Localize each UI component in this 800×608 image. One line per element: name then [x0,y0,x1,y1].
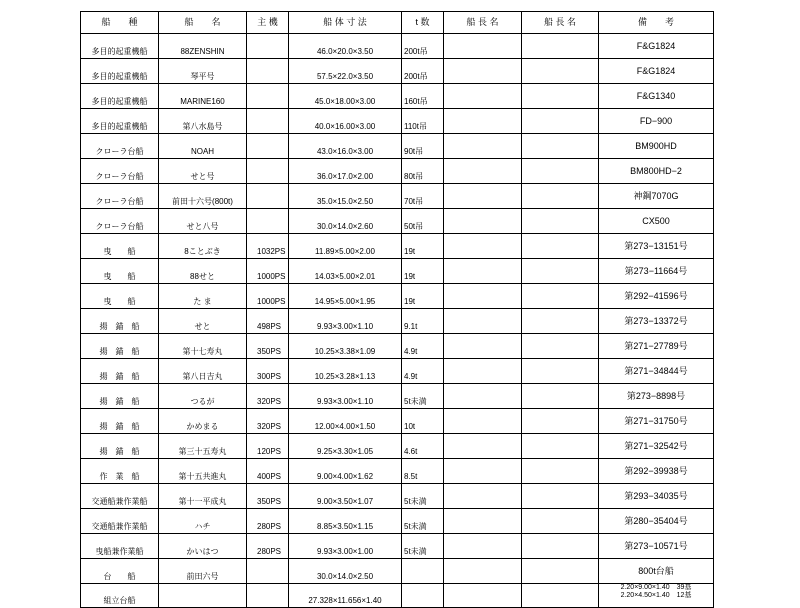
table-row [81,259,714,284]
cell-size: 43.0×16.0×3.00 [289,134,402,159]
cell-captain-1 [444,359,522,384]
cell-remark: 神鋼7070G [599,184,714,209]
cell-name: 第十七寿丸 [159,334,247,359]
table-row [81,284,714,309]
header-name: 船 名 [159,12,247,34]
cell-remark: 第280−35404号 [599,509,714,534]
cell-remark: F&G1824 [599,34,714,59]
cell-tons: 10t [402,409,444,434]
cell-captain-2 [522,484,599,509]
cell-size: 9.93×3.00×1.10 [289,309,402,334]
cell-remark: 第271−31750号 [599,409,714,434]
table-row [81,109,714,134]
cell-type: 曳 船 [81,234,159,259]
cell-tons: 90t吊 [402,134,444,159]
cell-captain-1 [444,484,522,509]
cell-captain-2 [522,434,599,459]
cell-remark: 第271−34844号 [599,359,714,384]
cell-type: 交通船兼作業船 [81,484,159,509]
cell-name: かいはつ [159,534,247,559]
cell-type: 台 船 [81,559,159,584]
cell-type: 交通船兼作業船 [81,509,159,534]
cell-size: 30.0×14.0×2.50 [289,559,402,584]
table-row [81,184,714,209]
cell-remark: CX500 [599,209,714,234]
cell-name: 8ことぶき [159,234,247,259]
table-row [81,409,714,434]
cell-captain-1 [444,559,522,584]
cell-captain-2 [522,259,599,284]
cell-tons [402,584,444,608]
cell-captain-2 [522,109,599,134]
cell-type: 曳 船 [81,284,159,309]
cell-size: 46.0×20.0×3.50 [289,34,402,59]
cell-remark: 第292−39938号 [599,459,714,484]
cell-tons: 200t吊 [402,34,444,59]
table-row [81,209,714,234]
cell-tons: 19t [402,284,444,309]
cell-captain-2 [522,134,599,159]
cell-type: クローラ台船 [81,184,159,209]
header-engine: 主 機 [247,12,289,34]
cell-tons: 110t吊 [402,109,444,134]
cell-captain-1 [444,59,522,84]
cell-captain-2 [522,409,599,434]
cell-captain-1 [444,209,522,234]
cell-captain-1 [444,434,522,459]
remark-line-2: 2.20×4.50×1.40 12基 [620,592,692,599]
cell-remark: 第293−34035号 [599,484,714,509]
cell-remark: 第273−13372号 [599,309,714,334]
cell-name: MARINE160 [159,84,247,109]
cell-captain-2 [522,34,599,59]
cell-captain-2 [522,84,599,109]
cell-name: 前田十六号(800t) [159,184,247,209]
cell-name: 第十五共進丸 [159,459,247,484]
table-row [81,484,714,509]
cell-name: 第八水島号 [159,109,247,134]
cell-captain-1 [444,459,522,484]
cell-size: 14.95×5.00×1.95 [289,284,402,309]
cell-tons: 19t [402,259,444,284]
cell-remark: 800t台船 [599,559,714,584]
cell-size: 9.00×4.00×1.62 [289,459,402,484]
cell-captain-2 [522,284,599,309]
cell-tons: 8.5t [402,459,444,484]
cell-captain-1 [444,234,522,259]
cell-captain-1 [444,584,522,608]
cell-engine: 320PS [247,409,289,434]
cell-size: 27.328×11.656×1.40 [289,584,402,608]
cell-name [159,584,247,608]
cell-engine [247,559,289,584]
cell-captain-2 [522,534,599,559]
table-row [81,234,714,259]
cell-name: 琴平号 [159,59,247,84]
cell-tons: 5t未満 [402,484,444,509]
cell-remark: FD−900 [599,109,714,134]
table-row [81,534,714,559]
cell-captain-2 [522,184,599,209]
cell-engine: 350PS [247,484,289,509]
cell-engine: 350PS [247,334,289,359]
cell-size: 9.00×3.50×1.07 [289,484,402,509]
header-type: 船 種 [81,12,159,34]
cell-type: 曳 船 [81,259,159,284]
cell-engine: 320PS [247,384,289,409]
cell-type: クローラ台船 [81,209,159,234]
cell-tons: 19t [402,234,444,259]
cell-remark [599,584,714,608]
table-body [81,34,714,608]
cell-name: 第三十五寿丸 [159,434,247,459]
cell-captain-2 [522,459,599,484]
cell-size: 9.93×3.00×1.00 [289,534,402,559]
cell-captain-1 [444,309,522,334]
cell-captain-1 [444,534,522,559]
cell-captain-2 [522,334,599,359]
cell-size: 12.00×4.00×1.50 [289,409,402,434]
cell-type: 曳船兼作業船 [81,534,159,559]
cell-engine: 280PS [247,534,289,559]
cell-size: 9.93×3.00×1.10 [289,384,402,409]
cell-name: せと [159,309,247,334]
cell-remark: 第271−27789号 [599,334,714,359]
cell-engine: 1000PS [247,284,289,309]
cell-size: 45.0×18.00×3.00 [289,84,402,109]
table-row [81,134,714,159]
cell-captain-2 [522,384,599,409]
remark-line-1: 2.20×9.00×1.40 39基 [620,584,692,591]
cell-captain-1 [444,109,522,134]
cell-name: た ま [159,284,247,309]
cell-name: せと号 [159,159,247,184]
cell-remark: 第273−10571号 [599,534,714,559]
cell-engine: 280PS [247,509,289,534]
cell-size: 10.25×3.28×1.13 [289,359,402,384]
cell-remark: 第273−13151号 [599,234,714,259]
cell-engine: 1032PS [247,234,289,259]
vessel-table [80,11,714,608]
cell-engine: 1000PS [247,259,289,284]
table-row-assembly-barge [81,584,714,608]
cell-type: 揚 錨 船 [81,359,159,384]
cell-type: 多目的起重機船 [81,109,159,134]
header-size: 船 体 寸 法 [289,12,402,34]
header-captain-2: 船 長 名 [522,12,599,34]
cell-engine [247,34,289,59]
cell-remark: BM800HD−2 [599,159,714,184]
cell-engine [247,134,289,159]
cell-name: せと八号 [159,209,247,234]
table-row [81,434,714,459]
cell-size: 14.03×5.00×2.01 [289,259,402,284]
cell-engine: 300PS [247,359,289,384]
cell-captain-1 [444,384,522,409]
cell-tons: 5t未満 [402,509,444,534]
cell-captain-1 [444,184,522,209]
cell-captain-2 [522,509,599,534]
cell-remark: 第292−41596号 [599,284,714,309]
cell-captain-2 [522,584,599,608]
cell-name: 88せと [159,259,247,284]
cell-type: 作 業 船 [81,459,159,484]
cell-type: 揚 錨 船 [81,384,159,409]
cell-captain-2 [522,234,599,259]
table-row [81,59,714,84]
cell-captain-1 [444,259,522,284]
cell-captain-1 [444,284,522,309]
cell-engine: 498PS [247,309,289,334]
cell-remark: 第271−32542号 [599,434,714,459]
cell-captain-2 [522,559,599,584]
table-row [81,459,714,484]
cell-captain-2 [522,59,599,84]
header-row [81,12,714,34]
cell-size: 30.0×14.0×2.60 [289,209,402,234]
cell-captain-1 [444,34,522,59]
cell-tons: 4.9t [402,334,444,359]
cell-name: ハチ [159,509,247,534]
cell-name: つるが [159,384,247,409]
cell-captain-1 [444,409,522,434]
cell-name: かめまる [159,409,247,434]
header-remarks: 備 考 [599,12,714,34]
cell-remark: BM900HD [599,134,714,159]
cell-type: クローラ台船 [81,134,159,159]
cell-captain-1 [444,334,522,359]
cell-engine [247,59,289,84]
cell-name: 前田六号 [159,559,247,584]
cell-captain-1 [444,84,522,109]
cell-remark: 第273−8898号 [599,384,714,409]
cell-tons [402,559,444,584]
table-row [81,559,714,584]
cell-size: 57.5×22.0×3.50 [289,59,402,84]
cell-remark: 第273−11664号 [599,259,714,284]
cell-name: 第十一平成丸 [159,484,247,509]
cell-captain-1 [444,509,522,534]
cell-size: 11.89×5.00×2.00 [289,234,402,259]
cell-engine [247,184,289,209]
cell-size: 40.0×16.00×3.00 [289,109,402,134]
cell-engine [247,584,289,608]
cell-tons: 4.6t [402,434,444,459]
cell-engine [247,84,289,109]
cell-tons: 9.1t [402,309,444,334]
cell-tons: 5t未満 [402,534,444,559]
table-row [81,309,714,334]
cell-tons: 50t吊 [402,209,444,234]
header-tons: t 数 [402,12,444,34]
cell-tons: 200t吊 [402,59,444,84]
cell-name: NOAH [159,134,247,159]
cell-type: 多目的起重機船 [81,84,159,109]
cell-type: 組立台船 [81,584,159,608]
cell-type: 多目的起重機船 [81,34,159,59]
cell-tons: 4.9t [402,359,444,384]
cell-captain-1 [444,134,522,159]
table-row [81,84,714,109]
header-captain-1: 船 長 名 [444,12,522,34]
cell-captain-2 [522,309,599,334]
table-row [81,334,714,359]
cell-type: 揚 錨 船 [81,409,159,434]
cell-engine [247,159,289,184]
cell-size: 8.85×3.50×1.15 [289,509,402,534]
cell-type: 多目的起重機船 [81,59,159,84]
cell-captain-2 [522,209,599,234]
cell-engine [247,109,289,134]
cell-remark: F&G1824 [599,59,714,84]
cell-engine [247,209,289,234]
cell-remark: F&G1340 [599,84,714,109]
table-row [81,359,714,384]
table-row [81,384,714,409]
cell-tons: 70t吊 [402,184,444,209]
cell-engine: 400PS [247,459,289,484]
cell-tons: 160t吊 [402,84,444,109]
cell-type: 揚 錨 船 [81,334,159,359]
cell-captain-2 [522,159,599,184]
cell-type: クローラ台船 [81,159,159,184]
cell-captain-2 [522,359,599,384]
cell-size: 35.0×15.0×2.50 [289,184,402,209]
cell-tons: 80t吊 [402,159,444,184]
cell-engine: 120PS [247,434,289,459]
cell-size: 10.25×3.38×1.09 [289,334,402,359]
cell-size: 9.25×3.30×1.05 [289,434,402,459]
cell-type: 揚 錨 船 [81,434,159,459]
table-row [81,509,714,534]
cell-name: 88ZENSHIN [159,34,247,59]
cell-name: 第八日吉丸 [159,359,247,384]
cell-tons: 5t未満 [402,384,444,409]
table-row [81,159,714,184]
cell-size: 36.0×17.0×2.00 [289,159,402,184]
cell-type: 揚 錨 船 [81,309,159,334]
cell-captain-1 [444,159,522,184]
table-row [81,34,714,59]
